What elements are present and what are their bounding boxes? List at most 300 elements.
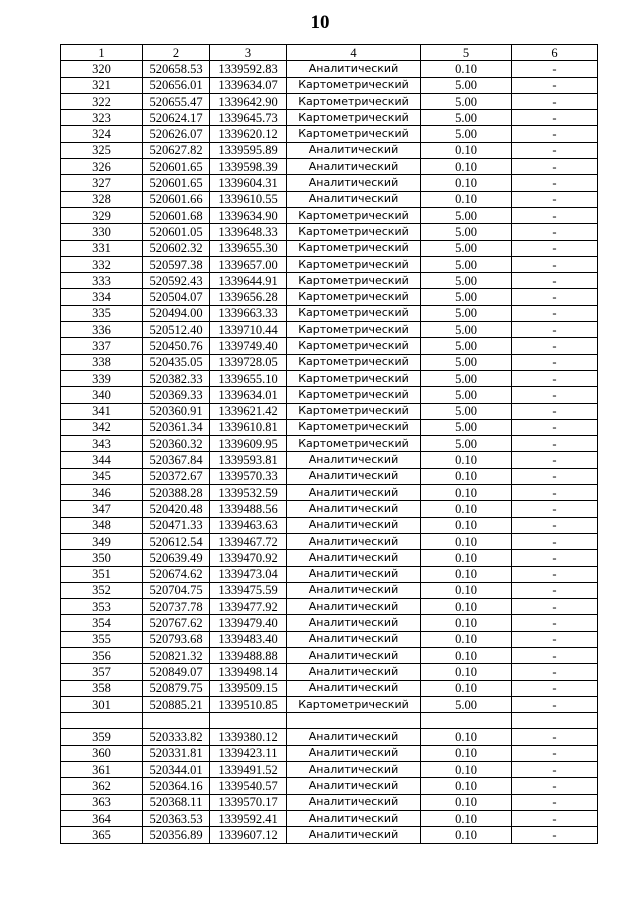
table-cell-col-5: 5.00 [421, 256, 512, 272]
table-cell-col-2: 520793.68 [143, 631, 210, 647]
table-body [61, 61, 598, 843]
table-cell-col-4: Аналитический [287, 664, 421, 680]
table-cell-col-5: 0.10 [421, 664, 512, 680]
table-cell-col-4: Аналитический [287, 468, 421, 484]
table-cell-col-6: - [512, 370, 598, 386]
table-cell-col-2: 520821.32 [143, 647, 210, 663]
table-cell-col-2: 520331.81 [143, 745, 210, 761]
table-cell-col-3: 1339498.14 [210, 664, 287, 680]
table-cell-col-2: 520879.75 [143, 680, 210, 696]
table-row [61, 566, 598, 582]
table-cell-col-4: Картометрический [287, 338, 421, 354]
table-cell-col-6: - [512, 501, 598, 517]
table-cell-col-6: - [512, 810, 598, 826]
table-row [61, 517, 598, 533]
table-cell-col-4: Аналитический [287, 191, 421, 207]
table-cell-col-2: 520471.33 [143, 517, 210, 533]
table-cell-col-1: 340 [61, 387, 143, 403]
table-cell-col-1: 362 [61, 778, 143, 794]
coordinates-table [60, 44, 598, 844]
table-cell-col-6: - [512, 533, 598, 549]
table-cell-col-1: 323 [61, 110, 143, 126]
table-row [61, 647, 598, 663]
table-cell-col-3: 1339607.12 [210, 827, 287, 843]
table-cell-col-2: 520601.05 [143, 224, 210, 240]
table-cell-col-6: - [512, 354, 598, 370]
table-row [61, 696, 598, 712]
table-row [61, 419, 598, 435]
table-cell-col-2: 520624.17 [143, 110, 210, 126]
table-cell-col-4: Картометрический [287, 126, 421, 142]
table-cell-col-2: 520627.82 [143, 142, 210, 158]
table-row [61, 680, 598, 696]
table-cell-col-4: Аналитический [287, 533, 421, 549]
table-cell-col-2: 520601.66 [143, 191, 210, 207]
table-cell-col-1: 342 [61, 419, 143, 435]
table-cell-col-6: - [512, 517, 598, 533]
table-cell-col-1: 333 [61, 273, 143, 289]
table-cell-col-3: 1339634.01 [210, 387, 287, 403]
table-cell-col-3: 1339479.40 [210, 615, 287, 631]
table-row [61, 126, 598, 142]
table-cell-col-3: 1339540.57 [210, 778, 287, 794]
table-row [61, 224, 598, 240]
table-cell-col-5: 0.10 [421, 142, 512, 158]
table-cell-col-2: 520674.62 [143, 566, 210, 582]
table-cell-col-1: 355 [61, 631, 143, 647]
table-cell-col-2: 520494.00 [143, 305, 210, 321]
table-cell-col-1: 349 [61, 533, 143, 549]
table-cell-col-4: Аналитический [287, 582, 421, 598]
table-cell-col-5: 0.10 [421, 517, 512, 533]
table-cell-col-4: Аналитический [287, 566, 421, 582]
table-row [61, 191, 598, 207]
table-cell-col-5: 0.10 [421, 745, 512, 761]
table-cell-col-3: 1339648.33 [210, 224, 287, 240]
table-cell-col-5: 0.10 [421, 599, 512, 615]
table-cell-col-3: 1339570.33 [210, 468, 287, 484]
table-cell-col-5: 0.10 [421, 191, 512, 207]
table-cell-col-4: Аналитический [287, 550, 421, 566]
table-cell-col-1: 345 [61, 468, 143, 484]
table-cell-col-5: 0.10 [421, 631, 512, 647]
table-cell-col-5: 0.10 [421, 452, 512, 468]
table-cell-col-4: Картометрический [287, 256, 421, 272]
table-cell-col-6: - [512, 289, 598, 305]
table-cell-col-5: 0.10 [421, 778, 512, 794]
table-cell-col-6: - [512, 794, 598, 810]
table-cell-col-6: - [512, 77, 598, 93]
table-cell-col-2: 520512.40 [143, 322, 210, 338]
table-cell-col-2: 520420.48 [143, 501, 210, 517]
table-cell-col-6: - [512, 696, 598, 712]
table-cell-col-1: 363 [61, 794, 143, 810]
table-cell-col-3 [210, 713, 287, 729]
table-cell-col-3: 1339475.59 [210, 582, 287, 598]
table-cell-col-1: 344 [61, 452, 143, 468]
table-cell-col-3: 1339473.04 [210, 566, 287, 582]
table-row [61, 729, 598, 745]
table-cell-col-1: 353 [61, 599, 143, 615]
table-cell-col-6: - [512, 338, 598, 354]
table-cell-col-6: - [512, 680, 598, 696]
table-cell-col-1: 347 [61, 501, 143, 517]
table-cell-col-6: - [512, 191, 598, 207]
table-cell-col-5: 5.00 [421, 77, 512, 93]
table-cell-col-5: 5.00 [421, 126, 512, 142]
table-cell-col-4: Аналитический [287, 159, 421, 175]
table-cell-col-6: - [512, 762, 598, 778]
table-cell-col-1: 336 [61, 322, 143, 338]
table-cell-col-3: 1339593.81 [210, 452, 287, 468]
table-cell-col-3: 1339488.56 [210, 501, 287, 517]
table-cell-col-3: 1339488.88 [210, 647, 287, 663]
table-cell-col-2: 520602.32 [143, 240, 210, 256]
table-cell-col-1: 354 [61, 615, 143, 631]
table-cell-col-2: 520737.78 [143, 599, 210, 615]
table-cell-col-2: 520435.05 [143, 354, 210, 370]
table-cell-col-6: - [512, 387, 598, 403]
table-cell-col-5: 5.00 [421, 93, 512, 109]
table-row [61, 810, 598, 826]
table-cell-col-5: 0.10 [421, 61, 512, 77]
table-row [61, 631, 598, 647]
table-cell-col-2: 520885.21 [143, 696, 210, 712]
table-cell-col-6: - [512, 745, 598, 761]
table-cell-col-6: - [512, 485, 598, 501]
table-cell-col-5: 0.10 [421, 550, 512, 566]
table-cell-col-1: 364 [61, 810, 143, 826]
column-header: 5 [421, 45, 512, 61]
table-cell-col-5: 5.00 [421, 273, 512, 289]
table-cell-col-2: 520601.65 [143, 159, 210, 175]
table-cell-col-2: 520601.65 [143, 175, 210, 191]
table-cell-col-2: 520368.11 [143, 794, 210, 810]
table-cell-col-3: 1339620.12 [210, 126, 287, 142]
table-cell-col-6: - [512, 582, 598, 598]
table-cell-col-6: - [512, 175, 598, 191]
table-row [61, 93, 598, 109]
table-cell-col-2: 520382.33 [143, 370, 210, 386]
table-cell-col-2: 520364.16 [143, 778, 210, 794]
table-cell-col-4: Аналитический [287, 778, 421, 794]
table-cell-col-6: - [512, 452, 598, 468]
table-cell-col-4: Картометрический [287, 207, 421, 223]
table-row [61, 256, 598, 272]
table-cell-col-5: 5.00 [421, 224, 512, 240]
table-cell-col-2: 520344.01 [143, 762, 210, 778]
table-row [61, 110, 598, 126]
table-row [61, 550, 598, 566]
table-cell-col-6: - [512, 142, 598, 158]
table-cell-col-1: 301 [61, 696, 143, 712]
table-cell-col-4: Картометрический [287, 93, 421, 109]
table-cell-col-1: 320 [61, 61, 143, 77]
table-cell-col-6: - [512, 550, 598, 566]
table-cell-col-6: - [512, 305, 598, 321]
table-cell-col-2 [143, 713, 210, 729]
column-header: 3 [210, 45, 287, 61]
table-cell-col-3: 1339510.85 [210, 696, 287, 712]
table-cell-col-1: 339 [61, 370, 143, 386]
table-cell-col-4: Аналитический [287, 142, 421, 158]
table-cell-col-4: Картометрический [287, 305, 421, 321]
table-cell-col-6: - [512, 436, 598, 452]
table-cell-col-4: Аналитический [287, 810, 421, 826]
table-cell-col-2: 520369.33 [143, 387, 210, 403]
table-cell-col-1: 331 [61, 240, 143, 256]
table-cell-col-3: 1339634.90 [210, 207, 287, 223]
table-cell-col-4: Аналитический [287, 517, 421, 533]
table-cell-col-5: 0.10 [421, 175, 512, 191]
table-cell-col-5: 0.10 [421, 485, 512, 501]
table-cell-col-3: 1339463.63 [210, 517, 287, 533]
table-cell-col-6: - [512, 240, 598, 256]
table-cell-col-3: 1339604.31 [210, 175, 287, 191]
table-cell-col-4: Картометрический [287, 696, 421, 712]
table-cell-col-1: 338 [61, 354, 143, 370]
table-cell-col-2: 520597.38 [143, 256, 210, 272]
table-cell-col-3: 1339642.90 [210, 93, 287, 109]
table-cell-col-4: Аналитический [287, 175, 421, 191]
table-cell-col-4: Картометрический [287, 240, 421, 256]
table-row [61, 289, 598, 305]
table-row [61, 664, 598, 680]
table-cell-col-4: Аналитический [287, 61, 421, 77]
table-row [61, 436, 598, 452]
table-cell-col-4: Картометрический [287, 419, 421, 435]
table-cell-col-4: Картометрический [287, 110, 421, 126]
table-cell-col-5: 5.00 [421, 289, 512, 305]
table-cell-col-3: 1339483.40 [210, 631, 287, 647]
table-cell-col-5: 5.00 [421, 696, 512, 712]
table-cell-col-2: 520592.43 [143, 273, 210, 289]
table-cell-col-5: 5.00 [421, 240, 512, 256]
table-cell-col-4: Картометрический [287, 370, 421, 386]
table-cell-col-4: Картометрический [287, 403, 421, 419]
table-row [61, 485, 598, 501]
table-cell-col-4: Аналитический [287, 827, 421, 843]
table-cell-col-1 [61, 713, 143, 729]
table-cell-col-3: 1339592.83 [210, 61, 287, 77]
table-cell-col-2: 520504.07 [143, 289, 210, 305]
table-cell-col-6: - [512, 827, 598, 843]
table-cell-col-4: Аналитический [287, 794, 421, 810]
table-cell-col-6: - [512, 647, 598, 663]
table-cell-col-2: 520626.07 [143, 126, 210, 142]
table-cell-col-1: 321 [61, 77, 143, 93]
table-cell-col-3: 1339423.11 [210, 745, 287, 761]
table-cell-col-4: Картометрический [287, 354, 421, 370]
table-cell-col-5: 0.10 [421, 762, 512, 778]
table-cell-col-5: 0.10 [421, 582, 512, 598]
table-cell-col-1: 352 [61, 582, 143, 598]
table-cell-col-2: 520767.62 [143, 615, 210, 631]
table-cell-col-1: 350 [61, 550, 143, 566]
table-cell-col-2: 520450.76 [143, 338, 210, 354]
table-cell-col-5: 0.10 [421, 501, 512, 517]
table-cell-col-4: Аналитический [287, 647, 421, 663]
table-cell-col-5: 5.00 [421, 305, 512, 321]
table-cell-col-2: 520388.28 [143, 485, 210, 501]
table-cell-col-3: 1339610.81 [210, 419, 287, 435]
table-cell-col-3: 1339663.33 [210, 305, 287, 321]
table-cell-col-1: 327 [61, 175, 143, 191]
table-cell-col-3: 1339621.42 [210, 403, 287, 419]
table-cell-col-3: 1339570.17 [210, 794, 287, 810]
table-cell-col-5: 0.10 [421, 794, 512, 810]
table-cell-col-6: - [512, 110, 598, 126]
table-cell-col-4 [287, 713, 421, 729]
table-cell-col-6: - [512, 224, 598, 240]
table-row [61, 305, 598, 321]
table-cell-col-2: 520367.84 [143, 452, 210, 468]
table-cell-col-1: 360 [61, 745, 143, 761]
table-row [61, 599, 598, 615]
table-cell-col-4: Аналитический [287, 745, 421, 761]
table-cell-col-5: 0.10 [421, 615, 512, 631]
table-row [61, 354, 598, 370]
table-cell-col-3: 1339710.44 [210, 322, 287, 338]
table-cell-col-5: 5.00 [421, 436, 512, 452]
table-cell-col-6: - [512, 729, 598, 745]
table-cell-col-1: 324 [61, 126, 143, 142]
table-cell-col-4: Аналитический [287, 631, 421, 647]
table-row [61, 501, 598, 517]
table-row [61, 387, 598, 403]
table-cell-col-3: 1339609.95 [210, 436, 287, 452]
table-row [61, 370, 598, 386]
table-cell-col-5 [421, 713, 512, 729]
table-cell-col-6: - [512, 403, 598, 419]
table-cell-col-5: 0.10 [421, 566, 512, 582]
table-cell-col-3: 1339645.73 [210, 110, 287, 126]
table-cell-col-3: 1339477.92 [210, 599, 287, 615]
table-cell-col-6: - [512, 126, 598, 142]
table-cell-col-6 [512, 713, 598, 729]
table-cell-col-6: - [512, 419, 598, 435]
table-cell-col-6: - [512, 566, 598, 582]
table-row [61, 745, 598, 761]
table-cell-col-5: 0.10 [421, 647, 512, 663]
table-cell-col-5: 0.10 [421, 729, 512, 745]
table-row [61, 762, 598, 778]
table-cell-col-4: Аналитический [287, 615, 421, 631]
table-cell-col-1: 356 [61, 647, 143, 663]
table-cell-col-5: 5.00 [421, 354, 512, 370]
table-cell-col-6: - [512, 631, 598, 647]
table-cell-col-2: 520361.34 [143, 419, 210, 435]
table-cell-col-5: 5.00 [421, 322, 512, 338]
table-row [61, 338, 598, 354]
table-cell-col-2: 520704.75 [143, 582, 210, 598]
table-cell-col-1: 328 [61, 191, 143, 207]
table-row [61, 322, 598, 338]
table-row [61, 403, 598, 419]
table-cell-col-5: 0.10 [421, 533, 512, 549]
table-row [61, 240, 598, 256]
table-cell-col-3: 1339610.55 [210, 191, 287, 207]
table-row [61, 61, 598, 77]
table-header-row [61, 45, 598, 61]
column-header: 4 [287, 45, 421, 61]
table-cell-col-1: 357 [61, 664, 143, 680]
table-cell-col-4: Картометрический [287, 273, 421, 289]
table-cell-col-4: Картометрический [287, 224, 421, 240]
table-cell-col-5: 5.00 [421, 387, 512, 403]
table-cell-col-2: 520639.49 [143, 550, 210, 566]
table-cell-col-2: 520612.54 [143, 533, 210, 549]
table-cell-col-2: 520356.89 [143, 827, 210, 843]
table-cell-col-6: - [512, 273, 598, 289]
table-cell-col-4: Картометрический [287, 322, 421, 338]
table-cell-col-4: Аналитический [287, 599, 421, 615]
table-cell-col-5: 5.00 [421, 370, 512, 386]
table-cell-col-2: 520849.07 [143, 664, 210, 680]
table-cell-col-5: 0.10 [421, 159, 512, 175]
table-cell-col-5: 5.00 [421, 419, 512, 435]
table-cell-col-4: Картометрический [287, 289, 421, 305]
table-cell-col-6: - [512, 322, 598, 338]
table-cell-col-2: 520333.82 [143, 729, 210, 745]
table-row [61, 142, 598, 158]
table-cell-col-1: 348 [61, 517, 143, 533]
table-row [61, 273, 598, 289]
table-cell-col-1: 335 [61, 305, 143, 321]
table-row [61, 77, 598, 93]
table-cell-col-5: 5.00 [421, 110, 512, 126]
table-row [61, 468, 598, 484]
table-row [61, 452, 598, 468]
table-cell-col-3: 1339749.40 [210, 338, 287, 354]
table-cell-col-4: Аналитический [287, 762, 421, 778]
table-cell-col-1: 361 [61, 762, 143, 778]
table-cell-col-1: 326 [61, 159, 143, 175]
table-cell-col-6: - [512, 615, 598, 631]
table-row [61, 794, 598, 810]
table-cell-col-4: Картометрический [287, 436, 421, 452]
table-cell-col-3: 1339491.52 [210, 762, 287, 778]
table-row [61, 615, 598, 631]
table-cell-col-5: 0.10 [421, 680, 512, 696]
table-cell-col-6: - [512, 93, 598, 109]
table-cell-col-3: 1339598.39 [210, 159, 287, 175]
table-cell-col-2: 520601.68 [143, 207, 210, 223]
table-cell-col-5: 5.00 [421, 207, 512, 223]
table-cell-col-1: 358 [61, 680, 143, 696]
table-row [61, 175, 598, 191]
table-cell-col-1: 343 [61, 436, 143, 452]
table-row [61, 207, 598, 223]
table-cell-col-2: 520363.53 [143, 810, 210, 826]
table-cell-col-1: 359 [61, 729, 143, 745]
table-cell-col-2: 520360.32 [143, 436, 210, 452]
table-cell-col-1: 346 [61, 485, 143, 501]
table-row [61, 533, 598, 549]
table-cell-col-4: Аналитический [287, 485, 421, 501]
table-cell-col-1: 332 [61, 256, 143, 272]
table-cell-col-6: - [512, 61, 598, 77]
table-cell-col-2: 520360.91 [143, 403, 210, 419]
column-header: 1 [61, 45, 143, 61]
table-row [61, 778, 598, 794]
table-cell-col-1: 330 [61, 224, 143, 240]
table-row [61, 713, 598, 729]
table-cell-col-3: 1339657.00 [210, 256, 287, 272]
page-number: 10 [310, 12, 330, 33]
table-cell-col-3: 1339655.10 [210, 370, 287, 386]
table-cell-col-6: - [512, 256, 598, 272]
